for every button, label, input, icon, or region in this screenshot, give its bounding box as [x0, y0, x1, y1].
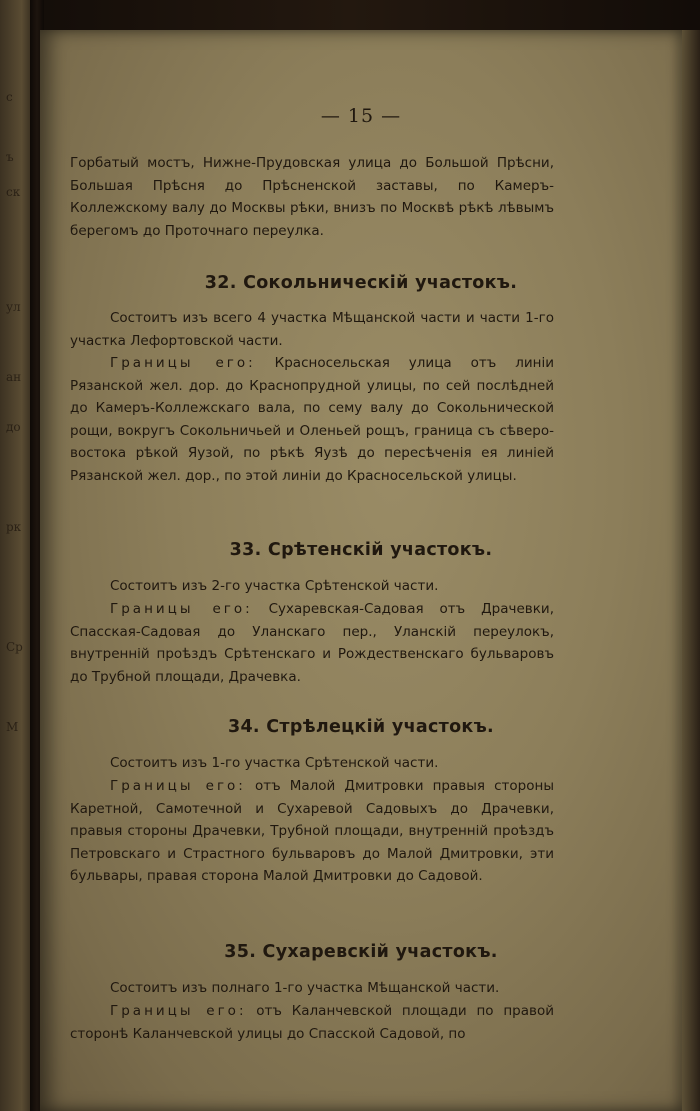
section-composition-33: Состоитъ изъ 2-го участка Срѣтенской части. [110, 578, 439, 594]
borders-text: Красносельская улица отъ линіи Рязанской жел. дор. до Краснопрудной улицы, по сей послѣдней до Камеръ-Коллежскаго вала, по сему валу до Сокольнической рощи, вокругъ Сокольничьей и Оленьей рощъ, граница съ сѣверо-востока рѣкой Яузой, по рѣкѣ Яузѣ до пересѣченія ея линіей Рязанской жел. дор., по этой линіи до Красносельской улицы. [70, 355, 554, 484]
borders-text: Сухаревская-Садовая отъ Драчевки, Спасская-Садовая до Уланскаго пер., Уланскій переулокъ, внутренній проѣздъ Срѣтенскаго и Рождественскаго бульваровъ до Трубной площади, Драчевка. [70, 601, 554, 685]
section-borders-33 [70, 598, 554, 688]
section-borders-34 [70, 775, 554, 888]
borders-label: Границы его: [110, 601, 253, 617]
book-page [40, 30, 682, 1111]
left-page-fragment: ан [6, 370, 22, 384]
borders-label: Границы его: [110, 778, 246, 794]
section-heading-32: 32. Сокольническій участокъ. [204, 273, 518, 293]
borders-label: Границы его: [110, 355, 256, 371]
intro-paragraph: Горбатый мостъ, Нижне-Прудовская улица до Большой Прѣсни, Большая Прѣсня до Прѣсненской заставы, по Камеръ-Коллежскому валу до Москвы рѣки, внизъ по Москвѣ рѣкѣ лѣвымъ берегомъ до Проточнаго переулка. [70, 155, 554, 239]
left-page-fragment: до [6, 420, 21, 434]
section-heading-35: 35. Сухаревскій участокъ. [224, 942, 498, 962]
section-heading-34: 34. Стрѣлецкій участокъ. [227, 717, 495, 737]
section-borders-35 [70, 1000, 554, 1045]
borders-text: отъ Каланчевской площади по правой сторонѣ Каланчевской улицы до Спасской Садовой, по [70, 1003, 554, 1042]
left-page-fragment: ъ [6, 150, 14, 164]
left-page-fragment: Ср [6, 640, 23, 654]
page-number: — 15 — [320, 105, 402, 127]
borders-label: Границы его: [110, 1003, 247, 1019]
left-page-fragment: М [6, 720, 19, 734]
page-edge-shadow [682, 30, 700, 1111]
left-page-fragment: рк [6, 520, 22, 534]
section-heading-33: 33. Срѣтенскій участокъ. [229, 540, 493, 560]
section-composition-32: Состоитъ изъ всего 4 участка Мѣщанской части и части 1-го участка Лефортовской части. [70, 310, 554, 349]
left-page-fragment: ск [6, 185, 21, 199]
section-borders-32 [70, 352, 554, 488]
section-composition-35: Состоитъ изъ полнаго 1-го участка Мѣщанской части. [110, 980, 500, 996]
section-composition-34: Состоитъ изъ 1-го участка Срѣтенской части. [110, 755, 439, 771]
left-page-fragment: ул [6, 300, 21, 314]
borders-text: отъ Малой Дмитровки правыя стороны Каретной, Самотечной и Сухаревой Садовыхъ до Драчевки, правыя стороны Драчевки, Трубной площади, внутренній проѣздъ Петровскаго и Страстного бульваровъ до Малой Дмитровки, эти бульвары, правая сторона Малой Дмитровки до Садовой. [70, 778, 554, 885]
left-page-fragment: с [6, 90, 13, 104]
